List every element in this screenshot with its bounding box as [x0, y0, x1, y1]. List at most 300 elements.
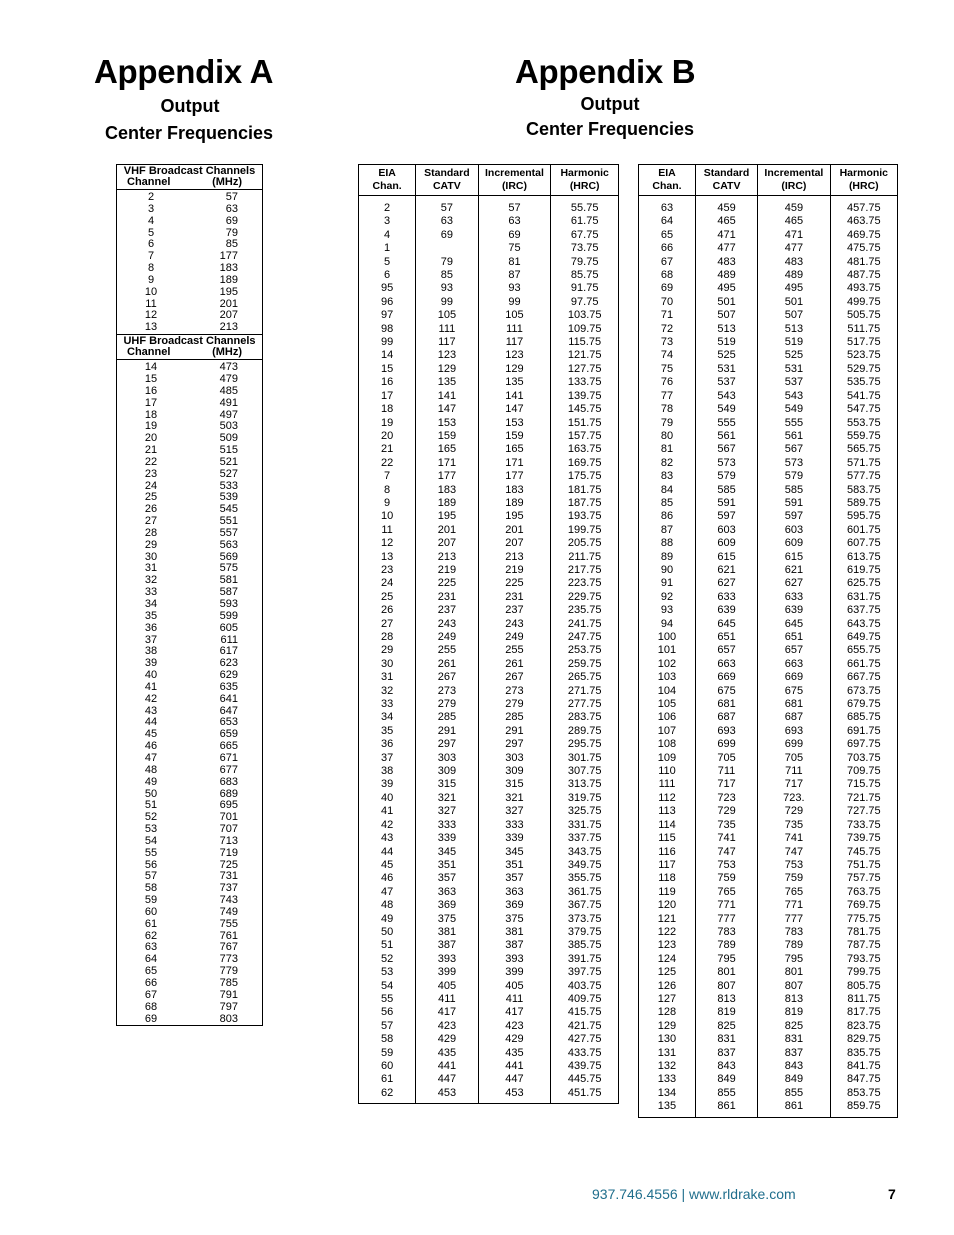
channel-cell: 22 — [144, 455, 158, 468]
harmonic-hrc-header — [830, 165, 897, 196]
channel-cell: 66 — [144, 977, 158, 989]
harmonic-hrc-cell: 847.75 — [846, 1073, 881, 1086]
standard-catv-cell: 357 — [416, 872, 478, 885]
frequency-cell: 473 — [219, 361, 238, 374]
standard-catv-cell: 801 — [695, 966, 757, 979]
eia-chan-cell: 4 — [359, 229, 416, 242]
harmonic-hrc-cell: 523.75 — [846, 349, 881, 362]
incremental-irc-cell: 711 — [758, 765, 831, 778]
harmonic-hrc-cell: 595.75 — [846, 510, 881, 523]
frequency-row — [359, 390, 619, 403]
standard-catv-cell: 339 — [416, 832, 478, 845]
standard-catv-cell: 561 — [695, 430, 757, 443]
frequency-row — [359, 631, 619, 644]
harmonic-hrc-cell: 127.75 — [567, 362, 602, 375]
eia-chan-header — [639, 165, 696, 196]
incremental-irc-cell: 825 — [758, 1020, 831, 1033]
channel-cell: 20 — [144, 432, 158, 445]
frequency-row — [639, 953, 898, 966]
frequency-cell: 611 — [220, 633, 238, 646]
uhf-row — [117, 931, 263, 943]
eia-chan-cell: 84 — [639, 484, 696, 497]
standard-catv-cell: 771 — [695, 899, 757, 912]
frequency-row — [359, 1020, 619, 1033]
eia-chan-cell: 9 — [359, 497, 416, 510]
channel-cell: 55 — [144, 846, 158, 859]
frequency-cell: 213 — [219, 321, 238, 334]
standard-catv-cell: 411 — [416, 993, 478, 1006]
frequency-cell: 755 — [219, 917, 238, 930]
eia-chan-cell: 51 — [359, 939, 416, 952]
vhf-row — [117, 216, 263, 228]
eia-chan-cell: 135 — [639, 1100, 696, 1117]
frequency-row — [359, 685, 619, 698]
channel-cell: 67 — [144, 988, 158, 1001]
incremental-irc-cell: 549 — [758, 403, 831, 416]
channel-cell: 44 — [144, 716, 158, 729]
harmonic-hrc-cell: 205.75 — [567, 537, 602, 550]
channel-cell: 9 — [147, 273, 155, 286]
standard-catv-cell: 645 — [695, 618, 757, 631]
standard-catv-cell: 735 — [695, 819, 757, 832]
uhf-row — [117, 1002, 263, 1014]
frequency-row — [359, 430, 619, 443]
channel-cell: 47 — [144, 751, 158, 764]
eia-chan-header-line2: Chan. — [372, 180, 402, 192]
standard-catv-cell: 615 — [695, 551, 757, 564]
frequency-row — [359, 1047, 619, 1060]
frequency-cell: 569 — [219, 550, 238, 563]
frequency-row — [359, 738, 619, 751]
standard-catv-cell: 717 — [695, 778, 757, 791]
frequency-row — [639, 618, 898, 631]
standard-catv-cell: 85 — [416, 269, 478, 282]
frequency-row — [359, 510, 619, 523]
incremental-irc-cell: 111 — [478, 323, 551, 336]
harmonic-hrc-cell: 637.75 — [846, 604, 881, 617]
eia-chan-cell: 45 — [359, 859, 416, 872]
harmonic-hrc-cell: 103.75 — [567, 309, 602, 322]
eia-chan-header-line1: EIA — [378, 167, 396, 179]
frequency-row — [359, 323, 619, 336]
eia-chan-cell: 112 — [639, 792, 696, 805]
incremental-irc-cell: 741 — [758, 832, 831, 845]
frequency-row — [639, 215, 898, 228]
channel-cell: 63 — [144, 941, 158, 954]
standard-catv-cell: 537 — [695, 376, 757, 389]
eia-chan-cell: 107 — [639, 725, 696, 738]
frequency-row — [639, 725, 898, 738]
harmonic-hrc-cell: 475.75 — [846, 242, 881, 255]
incremental-irc-cell: 369 — [478, 899, 551, 912]
eia-chan-cell: 133 — [639, 1073, 696, 1086]
standard-catv-cell: 201 — [416, 524, 478, 537]
incremental-irc-cell: 801 — [758, 966, 831, 979]
standard-catv-cell: 327 — [416, 805, 478, 818]
channel-cell: 29 — [144, 538, 158, 551]
uhf-row — [117, 611, 263, 623]
frequency-row — [359, 1006, 619, 1019]
incremental-irc-cell: 591 — [758, 497, 831, 510]
standard-catv-cell: 129 — [416, 363, 478, 376]
frequency-cell: 677 — [219, 763, 238, 776]
channel-cell: 26 — [144, 503, 158, 516]
frequency-row — [359, 886, 619, 899]
broadcast-channels-table — [116, 164, 263, 1026]
frequency-row — [639, 443, 898, 456]
frequency-row — [639, 430, 898, 443]
harmonic-hrc-cell: 613.75 — [846, 550, 881, 563]
channel-cell: 50 — [144, 787, 158, 800]
incremental-irc-cell: 411 — [478, 993, 551, 1006]
channel-cell: 39 — [144, 657, 158, 670]
standard-catv-cell: 183 — [416, 484, 478, 497]
harmonic-hrc-cell: 373.75 — [567, 912, 602, 925]
standard-catv-cell: 387 — [416, 939, 478, 952]
standard-catv-cell: 555 — [695, 417, 757, 430]
standard-catv-cell: 465 — [695, 215, 757, 228]
frequency-row — [639, 886, 898, 899]
frequency-row — [639, 604, 898, 617]
standard-catv-cell: 195 — [416, 510, 478, 523]
incremental-irc-cell: 399 — [478, 966, 551, 979]
incremental-irc-cell: 777 — [758, 913, 831, 926]
uhf-row — [117, 942, 263, 954]
incremental-irc-cell: 231 — [478, 591, 551, 604]
standard-catv-cell: 273 — [416, 685, 478, 698]
harmonic-hrc-cell: 589.75 — [846, 496, 881, 509]
harmonic-hrc-cell: 73.75 — [570, 242, 599, 255]
incremental-irc-cell: 81 — [478, 256, 551, 269]
frequency-row — [639, 1047, 898, 1060]
channel-cell: 37 — [144, 633, 158, 646]
standard-catv-cell: 117 — [416, 336, 478, 349]
frequency-cell: 177 — [219, 250, 238, 263]
harmonic-hrc-cell: 511.75 — [847, 322, 881, 335]
harmonic-hrc-cell: 145.75 — [567, 403, 602, 416]
appendix-a-subtitle-center-frequencies: Center Frequencies — [104, 123, 274, 143]
incremental-irc-cell: 855 — [758, 1087, 831, 1100]
incremental-irc-cell: 831 — [758, 1033, 831, 1046]
harmonic-hrc-cell: 469.75 — [846, 228, 881, 241]
standard-catv-cell: 399 — [416, 966, 478, 979]
eia-chan-cell: 108 — [639, 738, 696, 751]
incremental-irc-cell: 57 — [478, 196, 551, 216]
standard-catv-cell: 249 — [416, 631, 478, 644]
frequency-row — [359, 859, 619, 872]
incremental-irc-cell: 135 — [478, 376, 551, 389]
frequency-cell: 563 — [219, 538, 238, 551]
incremental-irc-cell: 339 — [478, 832, 551, 845]
frequency-cell: 183 — [219, 262, 238, 275]
eia-chan-cell: 92 — [639, 591, 696, 604]
vhf-row — [117, 299, 263, 311]
eia-chan-cell: 110 — [639, 765, 696, 778]
harmonic-hrc-cell: 289.75 — [567, 724, 602, 737]
eia-chan-cell: 113 — [639, 805, 696, 818]
harmonic-hrc-cell: 667.75 — [846, 671, 881, 684]
incremental-irc-header — [758, 165, 831, 196]
harmonic-hrc-cell: 691.75 — [846, 724, 881, 737]
channel-cell: 19 — [144, 420, 158, 433]
frequency-cell: 689 — [219, 787, 238, 800]
frequency-row — [639, 1006, 898, 1019]
standard-catv-cell: 417 — [416, 1006, 478, 1019]
standard-catv-cell: 177 — [416, 470, 478, 483]
eia-chan-cell: 97 — [359, 309, 416, 322]
frequency-row — [639, 484, 898, 497]
eia-chan-cell: 93 — [639, 604, 696, 617]
standard-catv-cell: 765 — [695, 886, 757, 899]
channel-cell: 49 — [144, 775, 158, 788]
frequency-row — [359, 349, 619, 362]
frequency-row — [639, 738, 898, 751]
harmonic-hrc-cell: 391.75 — [567, 952, 602, 965]
uhf-row — [117, 895, 263, 907]
eia-chan-cell: 72 — [639, 323, 696, 336]
standard-catv-cell: 573 — [695, 457, 757, 470]
uhf-row — [117, 410, 263, 422]
frequency-row — [359, 470, 619, 483]
incremental-irc-cell: 585 — [758, 484, 831, 497]
channel-cell: 48 — [144, 763, 158, 776]
harmonic-hrc-cell: 793.75 — [846, 952, 881, 965]
channel-cell: 17 — [144, 396, 158, 409]
eia-chan-cell: 75 — [639, 363, 696, 376]
channel-cell: 11 — [145, 297, 157, 310]
standard-catv-cell: 63 — [416, 215, 478, 228]
standard-catv-cell: 525 — [695, 349, 757, 362]
channel-cell: 6 — [147, 238, 155, 251]
channel-cell: 15 — [144, 372, 158, 385]
vhf-col-channel: Channel — [127, 176, 171, 188]
incremental-irc-cell: 837 — [758, 1047, 831, 1060]
uhf-row — [117, 1014, 263, 1026]
frequency-row — [359, 417, 619, 430]
standard-catv-cell: 591 — [695, 497, 757, 510]
harmonic-hrc-cell: 415.75 — [567, 1006, 602, 1019]
frequency-row — [639, 564, 898, 577]
eia-chan-cell: 109 — [639, 752, 696, 765]
incremental-irc-cell: 63 — [478, 215, 551, 228]
harmonic-hrc-cell: 187.75 — [567, 496, 602, 509]
harmonic-hrc-cell: 805.75 — [846, 979, 881, 992]
eia-chan-cell: 36 — [359, 738, 416, 751]
eia-chan-cell: 48 — [359, 899, 416, 912]
channel-cell: 56 — [144, 858, 158, 871]
standard-catv-cell: 255 — [416, 644, 478, 657]
eia-chan-cell: 49 — [359, 913, 416, 926]
harmonic-hrc-header-line1: Harmonic — [839, 167, 889, 179]
incremental-irc-cell: 237 — [478, 604, 551, 617]
harmonic-hrc-cell: 379.75 — [567, 925, 602, 938]
frequency-row — [639, 497, 898, 510]
standard-catv-cell: 837 — [695, 1047, 757, 1060]
standard-catv-cell: 207 — [416, 537, 478, 550]
incremental-irc-cell: 405 — [478, 980, 551, 993]
channel-cell: 53 — [144, 823, 158, 836]
frequency-row — [639, 229, 898, 242]
eia-chan-cell: 34 — [359, 711, 416, 724]
eia-chan-cell: 115 — [639, 832, 696, 845]
standard-catv-cell: 189 — [416, 497, 478, 510]
frequency-cell: 497 — [219, 408, 238, 421]
harmonic-hrc-cell: 91.75 — [570, 282, 599, 295]
incremental-irc-cell: 651 — [758, 631, 831, 644]
uhf-row — [117, 563, 263, 575]
incremental-irc-cell: 693 — [758, 725, 831, 738]
standard-catv-header — [416, 165, 478, 196]
frequency-cell: 69 — [225, 214, 238, 227]
harmonic-hrc-cell: 709.75 — [846, 765, 881, 778]
eia-chan-cell: 2 — [359, 196, 416, 216]
incremental-irc-cell: 363 — [478, 886, 551, 899]
harmonic-hrc-cell: 349.75 — [567, 858, 602, 871]
eia-chan-cell: 104 — [639, 685, 696, 698]
eia-chan-cell: 69 — [639, 282, 696, 295]
harmonic-hrc-cell: 565.75 — [846, 443, 881, 456]
standard-catv-cell: 807 — [695, 980, 757, 993]
frequency-row — [359, 644, 619, 657]
eia-chan-cell: 83 — [639, 470, 696, 483]
vhf-col-mhz: (MHz) — [212, 176, 242, 188]
standard-catv-cell: 453 — [416, 1087, 478, 1104]
eia-chan-cell: 85 — [639, 497, 696, 510]
harmonic-hrc-cell: 631.75 — [846, 590, 881, 603]
standard-catv-cell: 237 — [416, 604, 478, 617]
vhf-row — [117, 228, 263, 240]
standard-catv-cell: 585 — [695, 484, 757, 497]
eia-chan-cell: 123 — [639, 939, 696, 952]
harmonic-hrc-cell: 277.75 — [567, 698, 602, 711]
harmonic-hrc-cell: 115.75 — [568, 336, 602, 349]
uhf-row — [117, 457, 263, 469]
harmonic-hrc-cell: 97.75 — [570, 295, 599, 308]
incremental-irc-cell: 633 — [758, 591, 831, 604]
channel-cell: 14 — [144, 361, 158, 374]
standard-catv-cell: 729 — [695, 805, 757, 818]
incremental-irc-cell: 285 — [478, 711, 551, 724]
uhf-row — [117, 433, 263, 445]
frequency-row — [639, 926, 898, 939]
eia-chan-cell: 114 — [639, 819, 696, 832]
eia-chan-cell: 55 — [359, 993, 416, 1006]
eia-chan-cell: 121 — [639, 913, 696, 926]
standard-catv-cell: 165 — [416, 443, 478, 456]
harmonic-hrc-cell: 763.75 — [846, 885, 881, 898]
standard-catv-cell: 777 — [695, 913, 757, 926]
standard-catv-cell: 543 — [695, 390, 757, 403]
frequency-cell: 749 — [219, 905, 238, 918]
eia-chan-cell: 7 — [359, 470, 416, 483]
channel-cell: 59 — [144, 894, 158, 907]
frequency-cell: 623 — [219, 657, 238, 670]
standard-catv-cell: 477 — [695, 242, 757, 255]
harmonic-hrc-cell: 427.75 — [567, 1033, 602, 1046]
uhf-row — [117, 646, 263, 658]
uhf-row — [117, 599, 263, 611]
incremental-irc-cell: 357 — [478, 872, 551, 885]
uhf-row — [117, 978, 263, 990]
incremental-irc-cell: 435 — [478, 1047, 551, 1060]
eia-chan-cell: 89 — [639, 551, 696, 564]
eia-chan-cell: 1 — [359, 242, 416, 255]
uhf-row — [117, 528, 263, 540]
incremental-irc-cell: 315 — [478, 778, 551, 791]
harmonic-hrc-header-line1: Harmonic — [560, 167, 609, 179]
eia-chan-cell: 106 — [639, 711, 696, 724]
incremental-irc-cell: 75 — [478, 242, 551, 255]
harmonic-hrc-cell: 601.75 — [846, 523, 881, 536]
standard-catv-cell: 111 — [416, 323, 478, 336]
incremental-irc-cell: 765 — [758, 886, 831, 899]
standard-catv-cell: 297 — [416, 738, 478, 751]
incremental-irc-cell: 603 — [758, 524, 831, 537]
frequency-row — [639, 1033, 898, 1046]
incremental-irc-header-line2: (IRC) — [781, 180, 807, 192]
incremental-irc-cell: 639 — [758, 604, 831, 617]
harmonic-hrc-cell: 355.75 — [567, 872, 602, 885]
frequency-row — [639, 196, 898, 216]
incremental-irc-cell: 99 — [478, 296, 551, 309]
frequency-cell: 629 — [219, 669, 238, 682]
footer-contact: 937.746.4556 | www.rldrake.com — [592, 1186, 796, 1202]
frequency-row — [359, 899, 619, 912]
standard-catv-cell: 261 — [416, 658, 478, 671]
frequency-cell: 731 — [219, 870, 238, 883]
frequency-row — [639, 591, 898, 604]
eia-chan-cell: 58 — [359, 1033, 416, 1046]
channel-cell: 32 — [144, 574, 158, 587]
incremental-irc-cell: 267 — [478, 671, 551, 684]
harmonic-hrc-cell: 481.75 — [846, 255, 881, 268]
eia-chan-cell: 103 — [639, 671, 696, 684]
eia-chan-cell: 124 — [639, 953, 696, 966]
frequency-row — [639, 698, 898, 711]
frequency-cell: 189 — [219, 273, 238, 286]
eia-chan-cell: 37 — [359, 752, 416, 765]
uhf-row — [117, 954, 263, 966]
vhf-section-header — [117, 165, 263, 190]
incremental-irc-cell: 555 — [758, 417, 831, 430]
vhf-row — [117, 251, 263, 263]
uhf-row — [117, 824, 263, 836]
incremental-irc-cell: 465 — [758, 215, 831, 228]
uhf-row — [117, 694, 263, 706]
harmonic-hrc-cell: 559.75 — [846, 429, 881, 442]
standard-catv-cell: 843 — [695, 1060, 757, 1073]
harmonic-hrc-cell: 181.75 — [567, 483, 602, 496]
harmonic-hrc-cell: 703.75 — [846, 751, 881, 764]
eia-chan-cell: 18 — [359, 403, 416, 416]
incremental-irc-cell: 705 — [758, 752, 831, 765]
channel-cell: 69 — [144, 1012, 158, 1025]
eia-chan-cell: 86 — [639, 510, 696, 523]
eia-chan-cell: 81 — [639, 443, 696, 456]
uhf-row — [117, 374, 263, 386]
incremental-irc-cell: 609 — [758, 537, 831, 550]
eia-chan-cell: 95 — [359, 282, 416, 295]
frequency-cell: 803 — [219, 1012, 238, 1025]
frequency-row — [639, 1087, 898, 1100]
incremental-irc-cell: 297 — [478, 738, 551, 751]
harmonic-hrc-cell: 535.75 — [846, 376, 881, 389]
channel-cell: 5 — [147, 226, 155, 239]
incremental-irc-cell: 597 — [758, 510, 831, 523]
incremental-irc-cell: 483 — [758, 256, 831, 269]
incremental-irc-cell: 849 — [758, 1073, 831, 1086]
frequency-row — [359, 671, 619, 684]
